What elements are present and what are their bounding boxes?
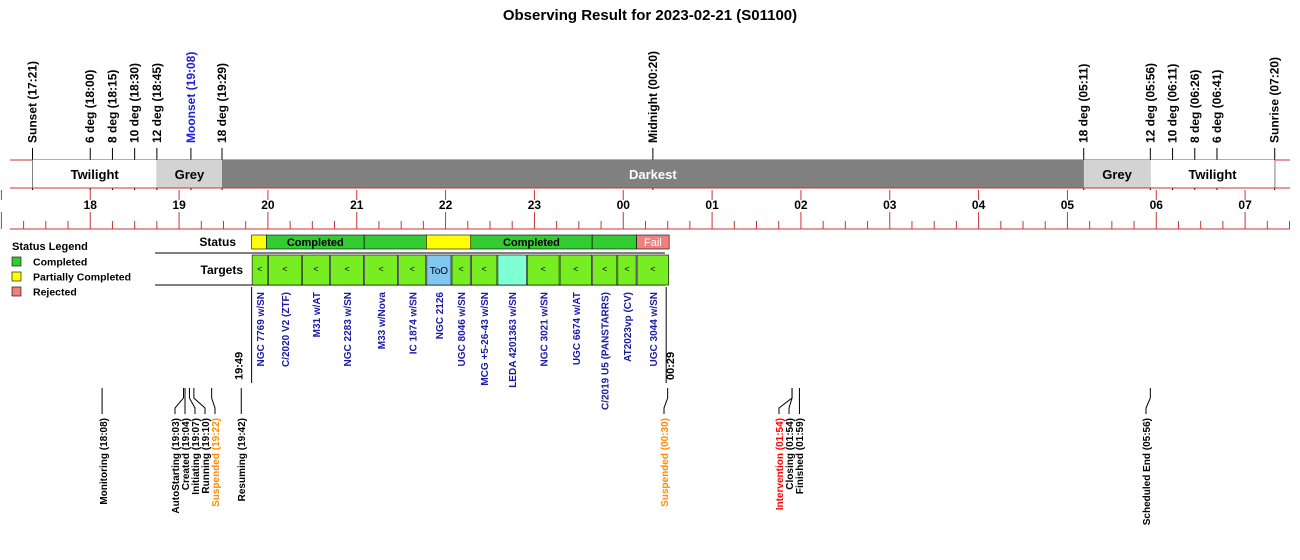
hour-label: 20 — [261, 198, 275, 212]
top-event-label: 12 deg (05:56) — [1143, 62, 1158, 143]
legend-item-label: Rejected — [33, 286, 77, 299]
hour-label: 22 — [438, 198, 453, 212]
top-event-label: Midnight (00:20) — [645, 51, 660, 143]
top-event-label: 10 deg (06:11) — [1165, 63, 1180, 143]
status-segment — [364, 235, 426, 249]
bottom-event-connector — [779, 388, 792, 414]
target-mark: < — [344, 264, 350, 274]
hour-label: 21 — [350, 198, 364, 212]
hour-label: 23 — [527, 198, 542, 212]
status-segment-label: Completed — [286, 237, 344, 249]
target-block — [498, 255, 527, 285]
sky-band-label: Grey — [174, 167, 205, 182]
target-name: NGC 2126 — [434, 292, 446, 340]
bottom-event-label: Intervention (01:54) — [775, 418, 786, 511]
hour-label: 00 — [616, 198, 630, 212]
status-segment — [252, 235, 267, 249]
status-legend — [12, 241, 131, 299]
target-name: C/2020 V2 (ZTF) — [280, 292, 292, 368]
target-name: UGC 8046 w/SN — [457, 292, 469, 367]
target-mark: < — [481, 264, 487, 274]
bottom-event-label: Closing (01:54) — [785, 418, 796, 490]
target-name: IC 1874 w/SN — [408, 292, 420, 355]
top-event-label: 8 deg (18:15) — [105, 69, 120, 143]
bottom-event-connector — [664, 388, 668, 414]
bottom-event-connector — [1146, 388, 1150, 414]
chart-title: Observing Result for 2023-02-21 (S01100) — [502, 7, 798, 24]
bottom-event-connector — [789, 388, 792, 414]
bottom-event-label: Created (19:04) — [181, 418, 192, 491]
target-mark: < — [257, 264, 263, 274]
legend-swatch — [12, 272, 21, 281]
top-event-label: Sunrise (07:20) — [1267, 56, 1282, 143]
target-mark: < — [282, 264, 288, 274]
target-mark: < — [602, 264, 608, 274]
legend-swatch — [12, 257, 21, 266]
bottom-events-layer — [99, 388, 1153, 525]
bottom-event-connector — [212, 388, 215, 414]
targets-row — [252, 255, 669, 285]
observing-window-time: 00:29 — [665, 351, 678, 380]
target-name: M31 w/AT — [312, 292, 324, 338]
top-event-label: 18 deg (19:29) — [215, 62, 230, 143]
sky-band-label: Darkest — [629, 167, 677, 182]
target-mark: < — [624, 264, 630, 274]
top-event-label: 12 deg (18:45) — [149, 62, 164, 143]
bottom-event-label: Suspended (00:30) — [660, 418, 671, 507]
observing-window-time: 19:49 — [233, 351, 246, 380]
status-segment-label: Completed — [503, 237, 560, 249]
target-mark: < — [458, 264, 464, 274]
target-name: C/2019 U5 (PANSTARRS) — [600, 292, 612, 410]
bottom-event-label: Initiating (19:07) — [191, 418, 202, 495]
bottom-event-label: Suspended (19:22) — [211, 418, 222, 507]
target-name: NGC 3021 w/SN — [539, 292, 551, 367]
hour-label: 06 — [1149, 198, 1163, 212]
target-name: AT2023vp (CV) — [622, 292, 634, 362]
target-mark: < — [378, 264, 384, 274]
bottom-event-label: Finished (01:59) — [795, 418, 806, 495]
top-event-label: Sunset (17:21) — [25, 60, 40, 143]
legend-title: Status Legend — [12, 241, 88, 253]
hour-label: 07 — [1238, 198, 1252, 212]
top-event-label: 18 deg (05:11) — [1076, 63, 1091, 143]
bottom-event-label: Monitoring (18:08) — [99, 418, 110, 505]
legend-item-label: Partially Completed — [33, 271, 132, 284]
hour-label: 03 — [883, 198, 897, 212]
target-name: MCG +5-26-43 w/SN — [480, 292, 492, 386]
targets-row-label: Targets — [200, 263, 243, 277]
target-mark: < — [409, 264, 415, 274]
top-event-label: 10 deg (18:30) — [127, 62, 142, 143]
hour-label: 01 — [705, 198, 719, 212]
top-event-label: 8 deg (06:26) — [1187, 69, 1202, 143]
bottom-event-connector — [175, 388, 184, 414]
hour-label: 19 — [172, 198, 186, 212]
target-name: UGC 6674 w/AT — [571, 292, 583, 366]
status-row-label: Status — [199, 235, 236, 249]
status-segment — [426, 235, 470, 249]
target-name: M33 w/Nova — [377, 292, 389, 350]
bottom-event-label: AutoStarting (19:03) — [171, 418, 182, 514]
target-mark: < — [540, 264, 546, 274]
target-mark: < — [650, 264, 656, 274]
hour-label: 05 — [1060, 198, 1075, 212]
bottom-event-connector — [194, 388, 205, 414]
bottom-event-label: Running (19:10) — [201, 418, 212, 494]
target-mark: < — [313, 264, 319, 274]
bottom-event-label: Scheduled End (05:56) — [1142, 418, 1153, 526]
target-name: NGC 2283 w/SN — [343, 292, 355, 367]
hour-label: 18 — [83, 198, 97, 212]
sky-band-label: Twilight — [70, 167, 119, 182]
target-names — [234, 287, 678, 410]
status-segment-label: Fail — [643, 237, 662, 249]
target-name: LEDA 4201363 w/SN — [508, 292, 520, 388]
top-event-label: 6 deg (18:00) — [83, 69, 98, 143]
sky-band-label: Twilight — [1188, 167, 1237, 182]
status-segment — [592, 235, 636, 249]
legend-item-label: Completed — [33, 256, 88, 269]
sky-band-label: Grey — [1102, 167, 1132, 182]
top-event-label: Moonset (19:08) — [183, 51, 198, 143]
top-event-label: 6 deg (06:41) — [1209, 69, 1224, 143]
bottom-event-label: Resuming (19:42) — [237, 418, 248, 502]
target-mark: < — [573, 264, 579, 274]
target-name: UGC 3044 w/SN — [648, 292, 660, 367]
target-name: NGC 7769 w/SN — [255, 292, 267, 367]
hour-label: 04 — [971, 198, 986, 212]
hour-label: 02 — [794, 198, 808, 212]
target-mark: ToO — [429, 266, 449, 277]
hour-axis-layer — [1, 190, 1290, 229]
legend-swatch — [12, 287, 21, 296]
sky-bands-layer — [10, 160, 1290, 188]
